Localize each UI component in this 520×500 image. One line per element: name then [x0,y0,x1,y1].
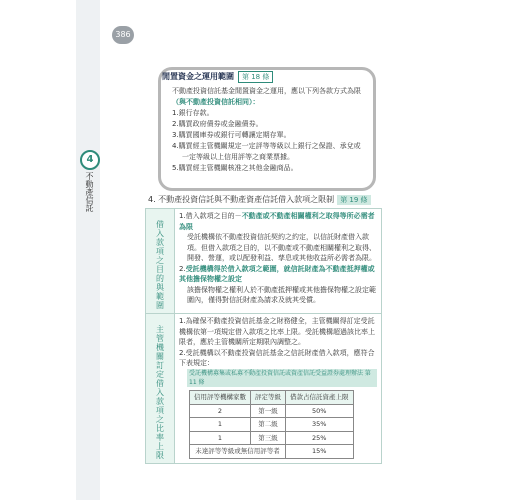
ratio-cell: 第二級 [251,418,286,432]
ratio-header: 信用評等機構家數 [190,391,251,405]
ratio-header-row [190,391,354,405]
info-box-item: 一定等級以上信用評等之商業票據。 [182,153,294,161]
info-box-item: 5.購買經主管機關核准之其他金融商品。 [172,164,298,172]
row-body [175,314,382,464]
row-label: 借入款項之目的與範圍 [155,220,165,310]
ratio-cell: 第三級 [251,431,286,445]
row-body [175,209,382,314]
info-box-item: 4.購買經主管機關規定一定評等等級以上銀行之保證、承兌或 [172,142,361,150]
info-box-article-tag: 第 18 條 [238,71,273,83]
ratio-cell: 50% [286,404,354,418]
info-box-note: （與不動產投資信託相同）： [172,98,260,106]
table-row [146,209,382,314]
regulation-cite [179,369,377,388]
ratio-cell: 1 [190,431,251,445]
ratio-cell: 25% [286,431,354,445]
row-item-lead: 2. [179,264,186,273]
row-item-body: 該擔保物權之權利人於不動產抵押權或其他擔保物權之設定範圍內，僅得對信託財產為請求及就其受償。 [187,285,376,304]
row-label: 主管機關訂定借入款項之比率上限 [155,325,165,460]
table-row [146,314,382,464]
ratio-cell: 2 [190,404,251,418]
info-box-item: 3.購買國庫券或銀行可轉讓定期存單。 [172,131,291,139]
page-number: 386 [112,26,134,44]
regulation-cite-tag: 受託機構募集或私募不動產投資信託或資產信託受益證券處理辦法 第 11 條 [187,369,377,387]
chapter-number-badge: 4 [80,150,100,170]
row-item: 2.受託機構以不動產投資信託基金之信託財產借入款項，應符合下表規定： [179,348,375,367]
info-box-title [162,71,273,83]
info-box-item: 1.銀行存款。 [172,109,214,117]
row-item [179,211,377,232]
row-item-highlight: 受託機構得於借入款項之範圍，就信託財產為不動產抵押權或其他擔保物權之設定 [179,264,375,283]
info-box-body [172,86,362,174]
borrowing-rules-table [145,208,382,464]
ratio-row [190,445,354,459]
ratio-header: 評定等級 [251,391,286,405]
info-box-title-text: 閒置資金之運用範圍 [162,72,234,81]
row-item: 1.為確保不動產投資信託基金之財務健全，主管機關得訂定受託機構依第一項規定借入款項之比率上限。受託機構超過該比率上限者，應於主管機關所定期限內調整之。 [179,317,375,346]
row-item-highlight: 不動產或不動產相關權利之取得等所必需者為限 [179,212,375,231]
ratio-cell: 第一級 [251,404,286,418]
ratio-cell: 未達評等等級或無信用評等者 [190,445,286,459]
row-label-cell [146,209,175,314]
row-item [179,264,377,285]
row-item-body: 受託機構依不動產投資信託契約之約定，以信託財產借入款項。但借入款項之目的，以不動產或不動產相關權利之取得、開發、營運，或以配發利益、孳息或其他收益所必需者為限。 [187,233,376,262]
row-item-lead: 1.借入款項之目的－ [179,212,242,220]
ratio-cell: 1 [190,418,251,432]
section-heading [148,194,371,205]
ratio-cell: 15% [286,445,354,459]
info-box-intro: 不動產投資信託基金閒置資金之運用，應以下列各款方式為限 [172,87,361,95]
ratio-cell: 35% [286,418,354,432]
section-article-tag: 第 19 條 [337,195,370,205]
borrowing-ratio-table [189,390,354,459]
section-heading-text: 4. 不動產投資信託與不動產資產信託借入款項之限制 [148,195,335,204]
ratio-row [190,404,354,418]
side-strip [76,0,100,500]
info-box-item: 2.購買政府債券或金融債券。 [172,120,263,128]
ratio-row [190,431,354,445]
ratio-header: 借款占信託資產上限 [286,391,354,405]
row-label-cell [146,314,175,464]
ratio-row [190,418,354,432]
chapter-label: 不動產信託 [85,172,94,212]
